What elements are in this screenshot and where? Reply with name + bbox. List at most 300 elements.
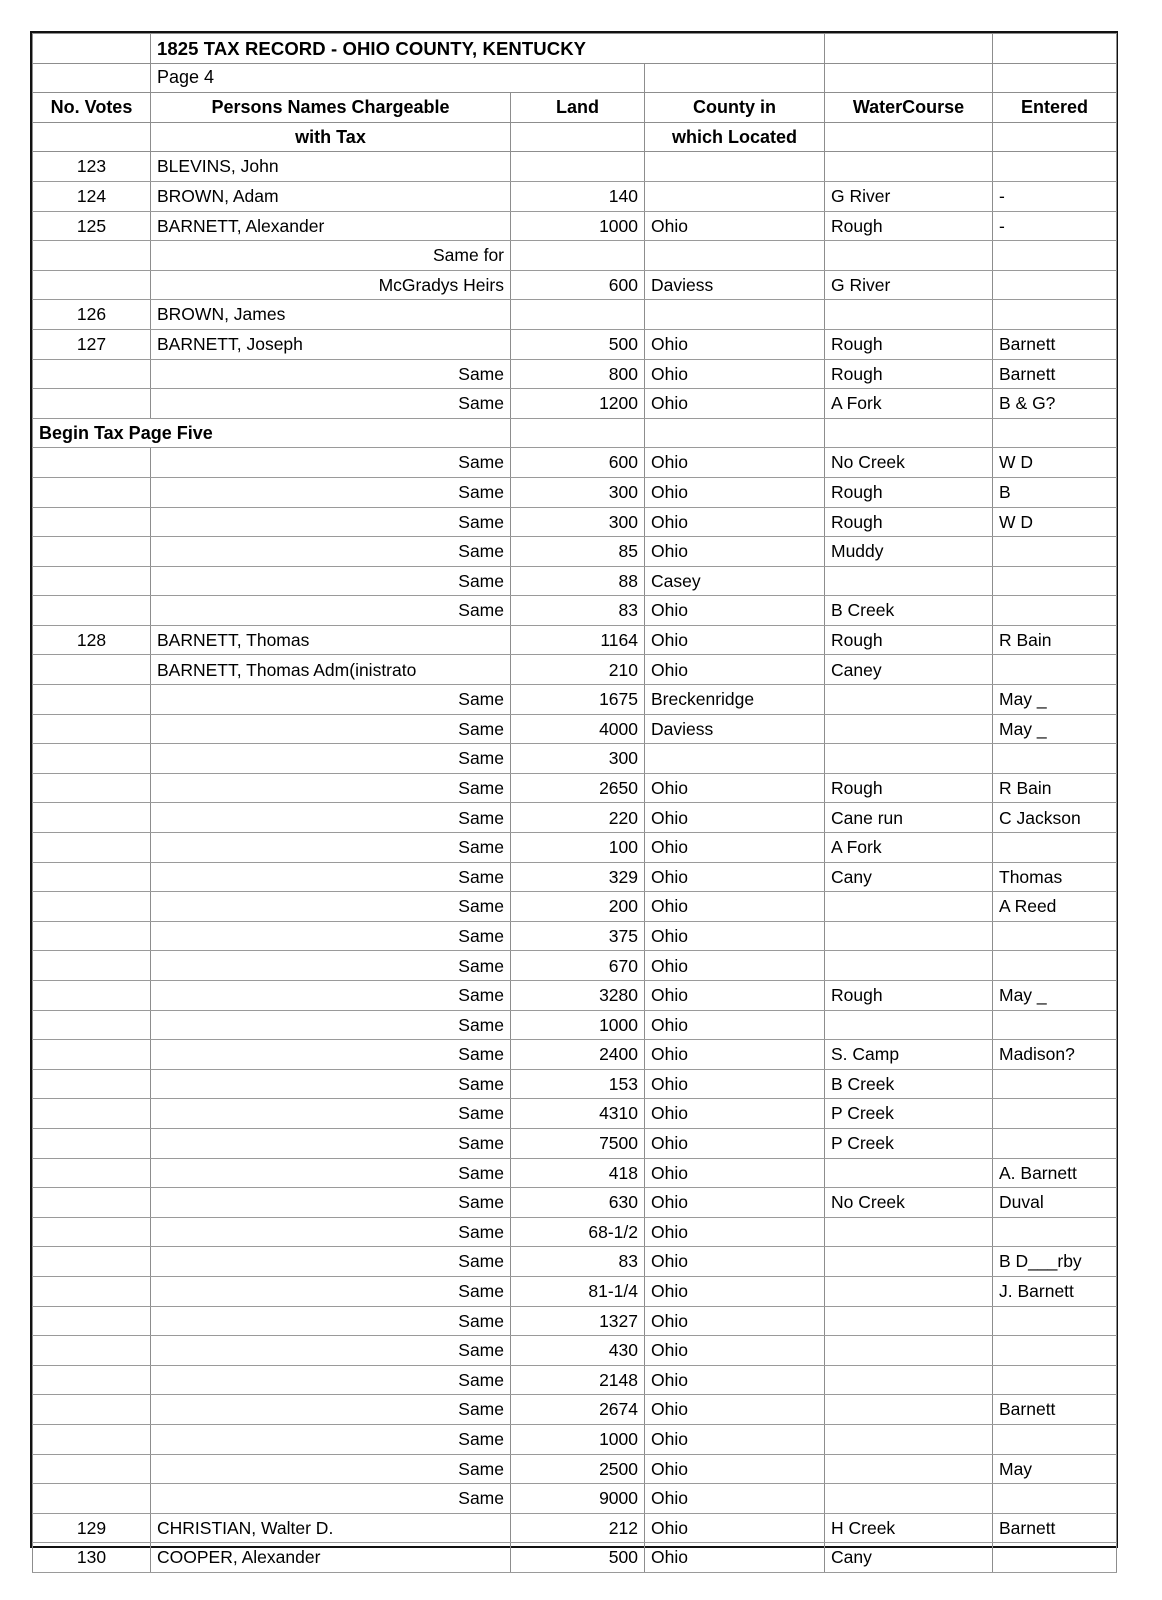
cell-entered (993, 1128, 1117, 1158)
cell-county: Ohio (645, 1040, 825, 1070)
cell-vote-number: 123 (33, 152, 151, 182)
cell-entered (993, 300, 1117, 330)
cell-person-name: Same (151, 566, 511, 596)
cell-watercourse: Cany (825, 1543, 993, 1573)
cell-watercourse (825, 951, 993, 981)
table-row[interactable] (33, 862, 1117, 892)
table-row[interactable] (33, 1424, 1117, 1454)
cell-county: Ohio (645, 1276, 825, 1306)
table-row[interactable] (33, 1395, 1117, 1425)
cell-land-acres: 2400 (511, 1040, 645, 1070)
cell-entered (993, 833, 1117, 863)
cell-vote-number (33, 1217, 151, 1247)
table-row[interactable] (33, 833, 1117, 863)
cell-county: Ohio (645, 1306, 825, 1336)
cell-county (645, 744, 825, 774)
cell-person-name: COOPER, Alexander (151, 1543, 511, 1573)
cell-entered: W D (993, 448, 1117, 478)
banner-spacer-votes (33, 34, 151, 64)
cell-watercourse (825, 152, 993, 182)
column-header-name-line2: with Tax (151, 122, 511, 152)
table-row[interactable] (33, 270, 1117, 300)
cell-watercourse (825, 1306, 993, 1336)
cell-vote-number (33, 1306, 151, 1336)
column-header-county-line1: County in (645, 93, 825, 123)
cell-county (645, 300, 825, 330)
cell-land-acres: 1675 (511, 685, 645, 715)
cell-county: Ohio (645, 1484, 825, 1514)
cell-land-acres: 1000 (511, 1010, 645, 1040)
cell-entered (993, 1010, 1117, 1040)
cell-land-acres: 153 (511, 1069, 645, 1099)
cell-county: Ohio (645, 773, 825, 803)
table-row[interactable] (33, 1217, 1117, 1247)
cell-entered: R Bain (993, 773, 1117, 803)
cell-county: Ohio (645, 477, 825, 507)
cell-county: Ohio (645, 1010, 825, 1040)
cell-county: Ohio (645, 1395, 825, 1425)
banner-spacer-water (825, 34, 993, 64)
column-header-votes: No. Votes (33, 93, 151, 123)
table-row[interactable] (33, 566, 1117, 596)
cell-land-acres: 1164 (511, 625, 645, 655)
cell-watercourse: Rough (825, 981, 993, 1011)
cell-land-acres: 670 (511, 951, 645, 981)
table-row[interactable] (33, 1276, 1117, 1306)
cell-watercourse: S. Camp (825, 1040, 993, 1070)
cell-person-name: Same (151, 1395, 511, 1425)
cell-land-acres: 300 (511, 477, 645, 507)
cell-county: Ohio (645, 1365, 825, 1395)
cell-watercourse (825, 566, 993, 596)
cell-person-name: Same (151, 507, 511, 537)
table-row[interactable] (33, 1128, 1117, 1158)
cell-person-name: Same (151, 921, 511, 951)
cell-watercourse (825, 1217, 993, 1247)
cell-entered (993, 241, 1117, 271)
cell-entered (993, 537, 1117, 567)
cell-watercourse: P Creek (825, 1099, 993, 1129)
cell-county: Ohio (645, 655, 825, 685)
table-header (33, 34, 1117, 152)
cell-entered: B D___rby (993, 1247, 1117, 1277)
cell-person-name: Same (151, 803, 511, 833)
cell-person-name: Same (151, 862, 511, 892)
cell-entered (993, 921, 1117, 951)
column-header-row-1 (33, 93, 1117, 123)
cell-county: Ohio (645, 1247, 825, 1277)
cell-entered: C Jackson (993, 803, 1117, 833)
cell-person-name: Same (151, 1010, 511, 1040)
cell-person-name: Same (151, 685, 511, 715)
table-row[interactable] (33, 241, 1117, 271)
table-row[interactable] (33, 1247, 1117, 1277)
cell-land-acres: 600 (511, 448, 645, 478)
cell-vote-number: 128 (33, 625, 151, 655)
cell-land-acres: 83 (511, 1247, 645, 1277)
cell-watercourse (825, 744, 993, 774)
cell-watercourse: No Creek (825, 448, 993, 478)
table-row[interactable] (33, 1454, 1117, 1484)
table-row[interactable] (33, 1010, 1117, 1040)
cell-county: Ohio (645, 389, 825, 419)
cell-vote-number: 130 (33, 1543, 151, 1573)
cell-county: Ohio (645, 1099, 825, 1129)
table-row[interactable] (33, 1069, 1117, 1099)
cell-person-name: BARNETT, Alexander (151, 211, 511, 241)
cell-vote-number (33, 714, 151, 744)
cell-land-acres: 4000 (511, 714, 645, 744)
table-row[interactable] (33, 477, 1117, 507)
cell-vote-number (33, 596, 151, 626)
cell-entered: - (993, 211, 1117, 241)
cell-land-acres: 1000 (511, 211, 645, 241)
table-row[interactable] (33, 1158, 1117, 1188)
cell-entered: B (993, 477, 1117, 507)
table-row[interactable] (33, 418, 1117, 448)
cell-entered (993, 655, 1117, 685)
cell-county: Ohio (645, 448, 825, 478)
cell-county: Ohio (645, 507, 825, 537)
cell-vote-number (33, 1040, 151, 1070)
page-spacer-entered (993, 63, 1117, 93)
cell-person-name: BROWN, James (151, 300, 511, 330)
cell-vote-number (33, 951, 151, 981)
table-row[interactable] (33, 1188, 1117, 1218)
cell-vote-number (33, 685, 151, 715)
cell-watercourse (825, 1247, 993, 1277)
cell-watercourse: Rough (825, 359, 993, 389)
table-row[interactable] (33, 1543, 1117, 1573)
cell-county (645, 152, 825, 182)
cell-entered (993, 1484, 1117, 1514)
page-label: Page 4 (151, 63, 645, 93)
cell-vote-number: 125 (33, 211, 151, 241)
column-subheader-entered-empty (993, 122, 1117, 152)
cell-land-acres: 100 (511, 833, 645, 863)
cell-entered: - (993, 181, 1117, 211)
cell-entered (993, 1365, 1117, 1395)
cell-land-acres: 210 (511, 655, 645, 685)
cell-watercourse (825, 1365, 993, 1395)
cell-county: Ohio (645, 596, 825, 626)
cell-land-acres: 2650 (511, 773, 645, 803)
tax-record-table (32, 33, 1117, 1573)
cell-land-acres: 2148 (511, 1365, 645, 1395)
cell-vote-number (33, 566, 151, 596)
cell-land-acres (511, 152, 645, 182)
cell-county: Daviess (645, 270, 825, 300)
cell-person-name: BROWN, Adam (151, 181, 511, 211)
cell-watercourse: A Fork (825, 833, 993, 863)
table-row[interactable] (33, 1306, 1117, 1336)
cell-vote-number (33, 241, 151, 271)
page-spacer-votes (33, 63, 151, 93)
table-row[interactable] (33, 181, 1117, 211)
column-header-entered: Entered (993, 93, 1117, 123)
cell-vote-number (33, 359, 151, 389)
cell-county: Ohio (645, 892, 825, 922)
table-row[interactable] (33, 1484, 1117, 1514)
cell-county: Ohio (645, 1513, 825, 1543)
table-row[interactable] (33, 329, 1117, 359)
cell-county: Casey (645, 566, 825, 596)
cell-entered (993, 744, 1117, 774)
cell-person-name: CHRISTIAN, Walter D. (151, 1513, 511, 1543)
cell-entered: R Bain (993, 625, 1117, 655)
cell-person-name: Same (151, 1158, 511, 1188)
column-header-watercourse: WaterCourse (825, 93, 993, 123)
cell-county: Breckenridge (645, 685, 825, 715)
cell-person-name: Same (151, 1099, 511, 1129)
cell-vote-number (33, 1365, 151, 1395)
cell-vote-number (33, 507, 151, 537)
cell-vote-number: 127 (33, 329, 151, 359)
cell-land (511, 418, 645, 448)
cell-land-acres: 329 (511, 862, 645, 892)
cell-county: Ohio (645, 951, 825, 981)
cell-entered: A. Barnett (993, 1158, 1117, 1188)
tax-record-sheet (30, 31, 1118, 1568)
cell-county: Ohio (645, 1188, 825, 1218)
cell-entered: May _ (993, 714, 1117, 744)
table-row[interactable] (33, 1336, 1117, 1366)
cell-person-name: Same (151, 477, 511, 507)
cell-entered: A Reed (993, 892, 1117, 922)
cell-land-acres: 9000 (511, 1484, 645, 1514)
cell-person-name: Same (151, 448, 511, 478)
cell-watercourse: Rough (825, 625, 993, 655)
cell-watercourse (825, 1424, 993, 1454)
cell-county (645, 241, 825, 271)
cell-land-acres: 7500 (511, 1128, 645, 1158)
cell-vote-number: 126 (33, 300, 151, 330)
cell-entered (993, 270, 1117, 300)
table-row[interactable] (33, 389, 1117, 419)
cell-vote-number (33, 1336, 151, 1366)
cell-person-name: Same (151, 1217, 511, 1247)
cell-vote-number (33, 1424, 151, 1454)
table-row[interactable] (33, 951, 1117, 981)
cell-entered: Barnett (993, 1513, 1117, 1543)
cell-land-acres: 800 (511, 359, 645, 389)
cell-entered: Barnett (993, 329, 1117, 359)
cell-vote-number (33, 1158, 151, 1188)
cell-county: Daviess (645, 714, 825, 744)
cell-watercourse (825, 1454, 993, 1484)
cell-county: Ohio (645, 833, 825, 863)
cell-person-name: Same (151, 714, 511, 744)
cell-entered: J. Barnett (993, 1276, 1117, 1306)
cell-entered (993, 1543, 1117, 1573)
cell-land-acres: 430 (511, 1336, 645, 1366)
cell-vote-number (33, 1484, 151, 1514)
cell-vote-number (33, 833, 151, 863)
table-row[interactable] (33, 655, 1117, 685)
cell-county: Ohio (645, 1069, 825, 1099)
table-row[interactable] (33, 1513, 1117, 1543)
cell-watercourse (825, 1158, 993, 1188)
table-row[interactable] (33, 359, 1117, 389)
banner-spacer-entered (993, 34, 1117, 64)
cell-entered: Barnett (993, 1395, 1117, 1425)
cell-watercourse: Caney (825, 655, 993, 685)
banner-row (33, 34, 1117, 64)
cell-vote-number: 124 (33, 181, 151, 211)
table-row[interactable] (33, 448, 1117, 478)
table-body (33, 152, 1117, 1573)
cell-watercourse: B Creek (825, 1069, 993, 1099)
column-subheader-votes-empty (33, 122, 151, 152)
cell-person-name: Same (151, 1484, 511, 1514)
cell-person-name: Same (151, 1365, 511, 1395)
cell-entered: B & G? (993, 389, 1117, 419)
cell-person-name: Same (151, 1069, 511, 1099)
table-row[interactable] (33, 1040, 1117, 1070)
cell-land-acres: 83 (511, 596, 645, 626)
table-row[interactable] (33, 507, 1117, 537)
cell-vote-number (33, 803, 151, 833)
cell-county: Ohio (645, 981, 825, 1011)
cell-watercourse: Rough (825, 773, 993, 803)
cell-person-name: BARNETT, Joseph (151, 329, 511, 359)
cell-county: Ohio (645, 359, 825, 389)
cell-vote-number (33, 1247, 151, 1277)
cell-land-acres (511, 241, 645, 271)
table-row[interactable] (33, 744, 1117, 774)
cell-person-name: Same (151, 537, 511, 567)
cell-land-acres: 600 (511, 270, 645, 300)
cell-vote-number (33, 921, 151, 951)
cell-person-name: Same (151, 833, 511, 863)
cell-person-name: Same (151, 744, 511, 774)
cell-watercourse (825, 921, 993, 951)
cell-county: Ohio (645, 862, 825, 892)
cell-land-acres: 140 (511, 181, 645, 211)
cell-entered (993, 1424, 1117, 1454)
cell-watercourse (825, 1395, 993, 1425)
cell-land-acres: 1327 (511, 1306, 645, 1336)
cell-vote-number (33, 892, 151, 922)
cell-person-name: Same (151, 1454, 511, 1484)
cell-watercourse: Cane run (825, 803, 993, 833)
cell-vote-number (33, 1454, 151, 1484)
cell-person-name: Same (151, 892, 511, 922)
cell-land-acres: 630 (511, 1188, 645, 1218)
cell-vote-number (33, 448, 151, 478)
cell-vote-number (33, 1099, 151, 1129)
cell-entered (993, 566, 1117, 596)
cell-county: Ohio (645, 1424, 825, 1454)
cell-vote-number (33, 1395, 151, 1425)
cell-county: Ohio (645, 803, 825, 833)
cell-county: Ohio (645, 1128, 825, 1158)
cell-vote-number (33, 1010, 151, 1040)
cell-county: Ohio (645, 537, 825, 567)
table-row[interactable] (33, 981, 1117, 1011)
cell-land-acres: 4310 (511, 1099, 645, 1129)
cell-entered (993, 1217, 1117, 1247)
cell-land-acres: 1000 (511, 1424, 645, 1454)
cell-person-name: Same (151, 596, 511, 626)
table-row[interactable] (33, 596, 1117, 626)
cell-vote-number (33, 270, 151, 300)
table-row[interactable] (33, 685, 1117, 715)
cell-entered: Barnett (993, 359, 1117, 389)
cell-vote-number (33, 477, 151, 507)
cell-watercourse (825, 1010, 993, 1040)
table-row[interactable] (33, 773, 1117, 803)
cell-land-acres: 2500 (511, 1454, 645, 1484)
cell-land-acres: 81-1/4 (511, 1276, 645, 1306)
cell-vote-number (33, 773, 151, 803)
cell-person-name: Same (151, 1040, 511, 1070)
cell-vote-number: 129 (33, 1513, 151, 1543)
cell-watercourse: No Creek (825, 1188, 993, 1218)
table-row[interactable] (33, 921, 1117, 951)
cell-watercourse (825, 714, 993, 744)
cell-person-name: Same (151, 1188, 511, 1218)
column-subheader-land-empty (511, 122, 645, 152)
column-subheader-watercourse-empty (825, 122, 993, 152)
cell-vote-number (33, 537, 151, 567)
cell-entered (993, 1099, 1117, 1129)
cell-person-name: BARNETT, Thomas Adm(inistrato (151, 655, 511, 685)
cell-watercourse: Rough (825, 211, 993, 241)
page-spacer-water (825, 63, 993, 93)
table-row[interactable] (33, 300, 1117, 330)
table-row[interactable] (33, 714, 1117, 744)
cell-vote-number (33, 1276, 151, 1306)
section-marker-label: Begin Tax Page Five (33, 418, 511, 448)
table-row[interactable] (33, 152, 1117, 182)
cell-county (645, 418, 825, 448)
cell-entered (993, 1336, 1117, 1366)
cell-county: Ohio (645, 1158, 825, 1188)
table-row[interactable] (33, 537, 1117, 567)
cell-county: Ohio (645, 1543, 825, 1573)
table-row[interactable] (33, 1099, 1117, 1129)
cell-person-name: Same (151, 951, 511, 981)
table-row[interactable] (33, 1365, 1117, 1395)
table-row[interactable] (33, 892, 1117, 922)
column-header-name-line1: Persons Names Chargeable (151, 93, 511, 123)
cell-watercourse: Cany (825, 862, 993, 892)
cell-land-acres: 300 (511, 744, 645, 774)
cell-county: Ohio (645, 211, 825, 241)
cell-watercourse: Rough (825, 477, 993, 507)
table-row[interactable] (33, 803, 1117, 833)
cell-vote-number (33, 1188, 151, 1218)
page-label-row (33, 63, 1117, 93)
cell-watercourse: Rough (825, 329, 993, 359)
cell-entered: W D (993, 507, 1117, 537)
cell-land-acres: 300 (511, 507, 645, 537)
table-row[interactable] (33, 211, 1117, 241)
column-header-county-line2: which Located (645, 122, 825, 152)
cell-watercourse (825, 892, 993, 922)
cell-watercourse (825, 1336, 993, 1366)
cell-entered (993, 152, 1117, 182)
cell-vote-number (33, 744, 151, 774)
table-row[interactable] (33, 625, 1117, 655)
cell-watercourse: G River (825, 181, 993, 211)
cell-watercourse: H Creek (825, 1513, 993, 1543)
cell-person-name: Same (151, 1128, 511, 1158)
cell-land-acres: 88 (511, 566, 645, 596)
cell-land-acres: 212 (511, 1513, 645, 1543)
cell-person-name: BLEVINS, John (151, 152, 511, 182)
